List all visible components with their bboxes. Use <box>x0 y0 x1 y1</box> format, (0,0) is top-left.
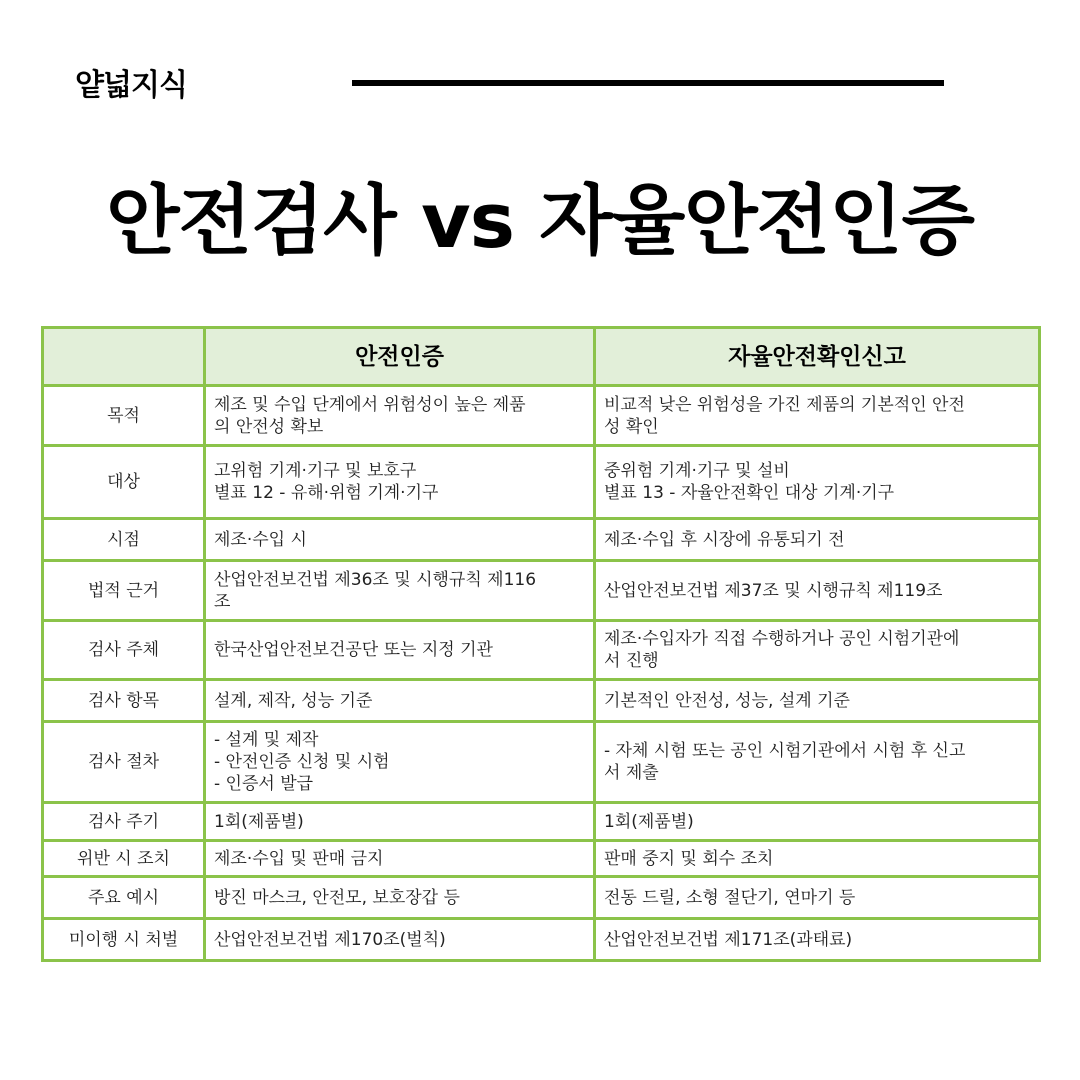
cell-safety-cert <box>205 680 595 722</box>
brand-logo: 얕넓지식 <box>75 68 187 103</box>
cell-line: 산업안전보건법 제37조 및 시행규칙 제119조 <box>604 580 943 601</box>
cell-safety-cert <box>205 561 595 621</box>
cell-line: 전동 드릴, 소형 절단기, 연마기 등 <box>604 887 856 908</box>
cell-line: 산업안전보건법 제170조(벌칙) <box>214 929 446 950</box>
comparison-table <box>41 326 1041 962</box>
row-label: 검사 주기 <box>43 803 205 841</box>
cell-line: 제조·수입 후 시장에 유통되기 전 <box>604 529 845 550</box>
table-row <box>43 386 1040 446</box>
cell-line: 별표 13 - 자율안전확인 대상 기계·기구 <box>604 483 895 503</box>
table-row <box>43 446 1040 519</box>
cell-line: 서 진행 <box>604 651 659 671</box>
cell-line: 중위험 기계·기구 및 설비 <box>604 461 790 481</box>
cell-line: 의 안전성 확보 <box>214 416 324 437</box>
cell-line: 1회(제품별) <box>214 811 304 832</box>
cell-line: - 안전인증 신청 및 시험 <box>214 752 390 772</box>
cell-safety-cert <box>205 446 595 519</box>
cell-line: 판매 중지 및 회수 조치 <box>604 848 774 869</box>
cell-self-confirm <box>595 621 1040 680</box>
cell-line: - 인증서 발급 <box>214 774 314 794</box>
row-label: 미이행 시 처벌 <box>43 919 205 961</box>
cell-line: 한국산업안전보건공단 또는 지정 기관 <box>214 640 493 660</box>
cell-line: - 설계 및 제작 <box>214 730 319 750</box>
header-self-safety-confirmation: 자율안전확인신고 <box>595 328 1040 386</box>
cell-line: 비교적 낮은 위험성을 가진 제품의 기본적인 안전 <box>604 394 965 415</box>
cell-line: 방진 마스크, 안전모, 보호장갑 등 <box>214 887 460 908</box>
cell-self-confirm <box>595 803 1040 841</box>
cell-self-confirm <box>595 680 1040 722</box>
cell-self-confirm <box>595 561 1040 621</box>
cell-self-confirm <box>595 919 1040 961</box>
cell-line: 1회(제품별) <box>604 811 694 832</box>
row-label: 검사 주체 <box>43 621 205 680</box>
cell-safety-cert <box>205 621 595 680</box>
row-label: 주요 예시 <box>43 877 205 919</box>
cell-line: 설계, 제작, 성능 기준 <box>214 690 373 711</box>
table-row <box>43 722 1040 803</box>
header-safety-certification: 안전인증 <box>205 328 595 386</box>
cell-line: 조 <box>214 591 231 612</box>
cell-line: 서 제출 <box>604 763 659 783</box>
cell-line: 산업안전보건법 제171조(과태료) <box>604 929 853 950</box>
cell-safety-cert <box>205 519 595 561</box>
cell-line: - 자체 시험 또는 공인 시험기관에서 시험 후 신고 <box>604 741 966 761</box>
table-row <box>43 519 1040 561</box>
row-label: 검사 항목 <box>43 680 205 722</box>
cell-self-confirm <box>595 446 1040 519</box>
table-row <box>43 919 1040 961</box>
table-row <box>43 621 1040 680</box>
cell-line: 별표 12 - 유해·위험 기계·기구 <box>214 483 439 503</box>
table-row <box>43 841 1040 877</box>
row-label: 목적 <box>43 386 205 446</box>
cell-self-confirm <box>595 519 1040 561</box>
cell-safety-cert <box>205 877 595 919</box>
row-label: 위반 시 조치 <box>43 841 205 877</box>
cell-self-confirm <box>595 386 1040 446</box>
table-row <box>43 803 1040 841</box>
cell-line: 산업안전보건법 제36조 및 시행규칙 제116 <box>214 569 537 590</box>
cell-line: 제조 및 수입 단계에서 위험성이 높은 제품 <box>214 394 526 415</box>
table-row <box>43 680 1040 722</box>
table-header-row <box>43 328 1040 386</box>
cell-line: 제조·수입 시 <box>214 529 307 550</box>
brand-divider <box>352 80 944 86</box>
table-row <box>43 561 1040 621</box>
cell-self-confirm <box>595 877 1040 919</box>
header-empty <box>43 328 205 386</box>
cell-line: 성 확인 <box>604 416 659 437</box>
row-label: 대상 <box>43 446 205 519</box>
row-label: 검사 절차 <box>43 722 205 803</box>
page-title: 안전검사 vs 자율안전인증 <box>106 176 974 265</box>
cell-line: 제조·수입자가 직접 수행하거나 공인 시험기관에 <box>604 629 960 649</box>
cell-safety-cert <box>205 919 595 961</box>
row-label: 법적 근거 <box>43 561 205 621</box>
cell-safety-cert <box>205 386 595 446</box>
table-row <box>43 877 1040 919</box>
cell-safety-cert <box>205 722 595 803</box>
cell-self-confirm <box>595 841 1040 877</box>
row-label: 시점 <box>43 519 205 561</box>
cell-self-confirm <box>595 722 1040 803</box>
cell-line: 고위험 기계·기구 및 보호구 <box>214 461 417 481</box>
cell-line: 제조·수입 및 판매 금지 <box>214 848 384 869</box>
cell-safety-cert <box>205 841 595 877</box>
cell-safety-cert <box>205 803 595 841</box>
cell-line: 기본적인 안전성, 성능, 설계 기준 <box>604 690 850 711</box>
